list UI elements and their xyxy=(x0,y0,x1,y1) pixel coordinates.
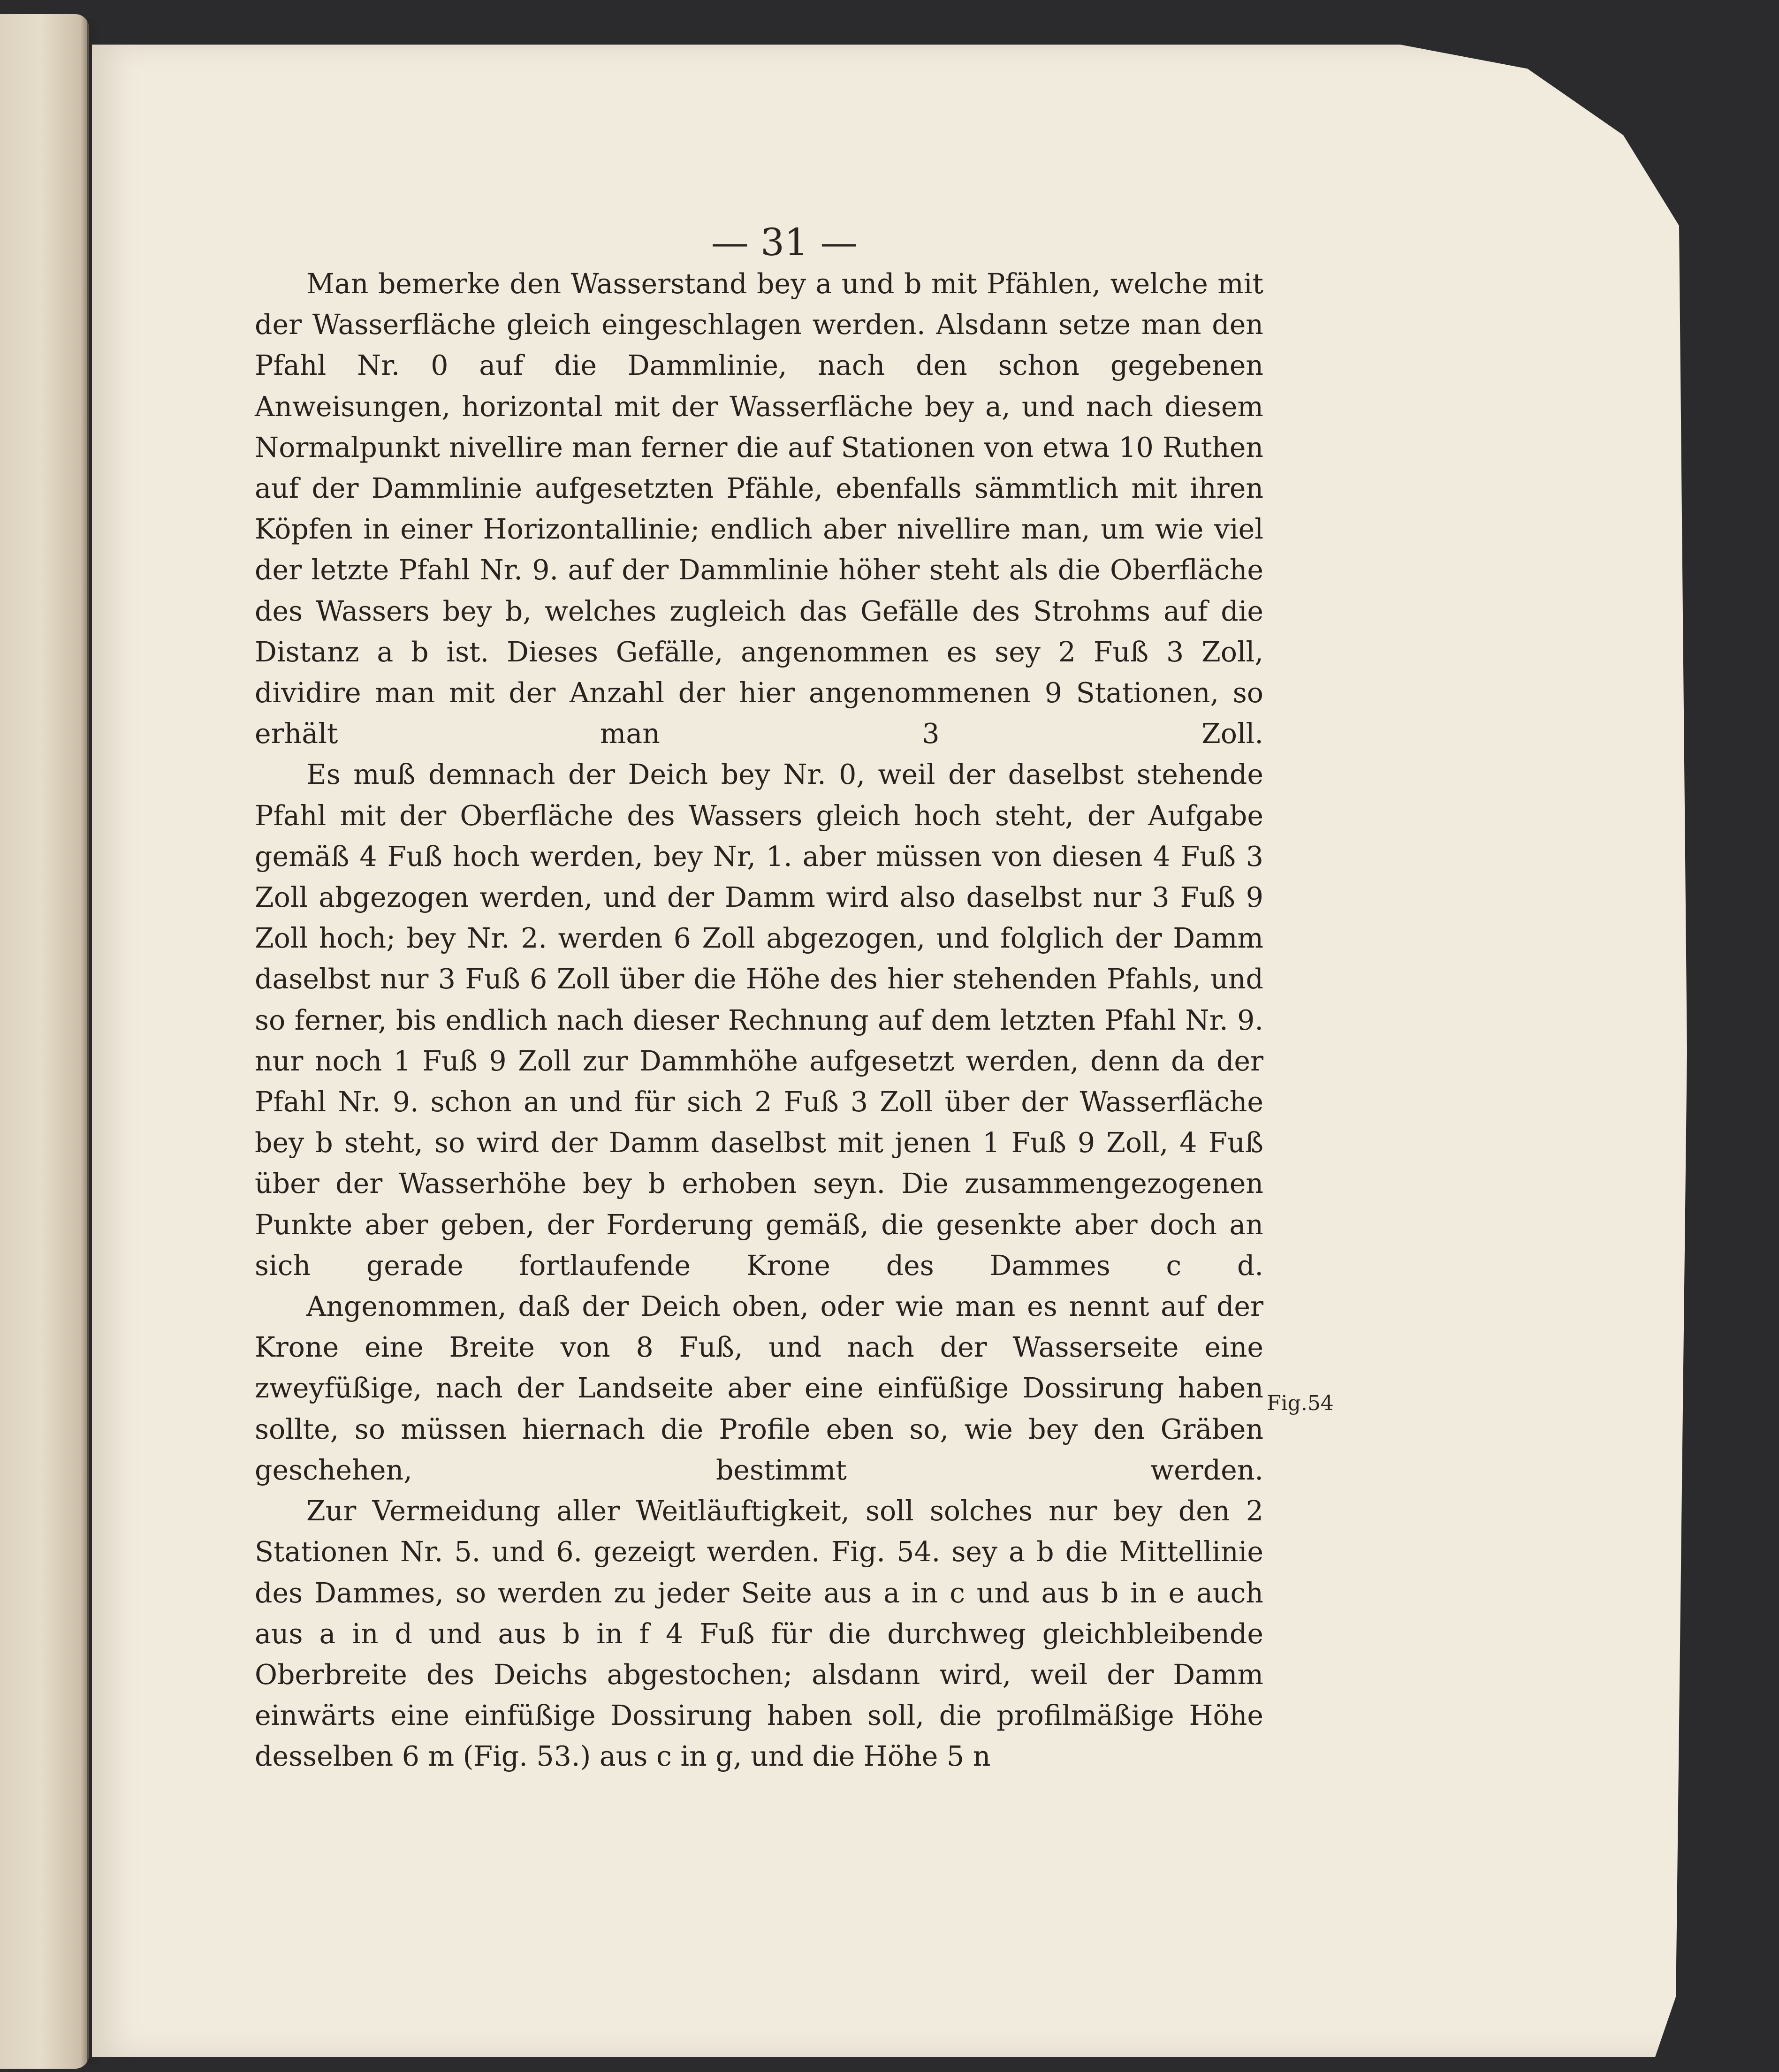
margin-note-figure-ref: Fig.54 xyxy=(1267,1391,1334,1415)
body-text xyxy=(255,264,1263,1777)
paragraph-1: Man bemerke den Wasserstand bey a und b mit Pfählen, welche mit der Wasserfläche gleich eingeschlagen werden. Alsdann setze man den Pfahl Nr. 0 auf die Dammlinie, nach den schon gegebenen Anweisungen, horizontal mit der Wasserfläche bey a, und nach diesem Normalpunkt nivellire man ferner die auf Stationen von etwa 10 Ruthen auf der Dammlinie aufgesetzten Pfähle, ebenfalls sämmtlich mit ihren Köpfen in einer Horizontallinie; endlich aber nivellire man, um wie viel der letzte Pfahl Nr. 9. auf der Dammlinie höher steht als die Oberfläche des Wassers bey b, welches zugleich das Gefälle des Strohms auf die Distanz a b ist. Dieses Gefälle, angenommen es sey 2 Fuß 3 Zoll, dividire man mit der Anzahl der hier angenommenen 9 Stationen, so erhält man 3 Zoll. xyxy=(255,268,1263,750)
page-number: — 31 — xyxy=(711,220,858,264)
paragraph-4: Zur Vermeidung aller Weitläuftigkeit, soll solches nur bey den 2 Stationen Nr. 5. und 6. gezeigt werden. Fig. 54. sey a b die Mittellinie des Dammes, so werden zu jeder Seite aus a in c und aus b in e auch aus a in d und aus b in f 4 Fuß für die durchweg gleichbleibende Oberbreite des Deichs abgestochen; alsdann wird, weil der Damm einwärts eine einfüßige Dossirung haben soll, die profilmäßige Höhe desselben 6 m (Fig. 53.) aus c in g, und die Höhe 5 n xyxy=(255,1495,1263,1773)
paragraph-2: Es muß demnach der Deich bey Nr. 0, weil der daselbst stehende Pfahl mit der Oberfläche des Wassers gleich hoch steht, der Aufgabe gemäß 4 Fuß hoch werden, bey Nr, 1. aber müssen von diesen 4 Fuß 3 Zoll abgezogen werden, und der Damm wird also daselbst nur 3 Fuß 9 Zoll hoch; bey Nr. 2. werden 6 Zoll abgezogen, und folglich der Damm daselbst nur 3 Fuß 6 Zoll über die Höhe des hier stehenden Pfahls, und so ferner, bis endlich nach dieser Rechnung auf dem letzten Pfahl Nr. 9. nur noch 1 Fuß 9 Zoll zur Dammhöhe aufgesetzt werden, denn da der Pfahl Nr. 9. schon an und für sich 2 Fuß 3 Zoll über der Wasserfläche bey b steht, so wird der Damm daselbst mit jenen 1 Fuß 9 Zoll, 4 Fuß über der Wasserhöhe bey b erhoben seyn. Die zusammengezogenen Punkte aber geben, der Forderung gemäß, die gesenkte aber doch an sich gerade fortlaufende Krone des Dammes c d. xyxy=(255,759,1263,1282)
left-page-edge xyxy=(0,14,89,2069)
paragraph-3: Angenommen, daß der Deich oben, oder wie man es nennt auf der Krone eine Breite von 8 Fuß, und nach der Wasserseite eine zweyfüßige, nach der Landseite aber eine einfüßige Dossirung haben sollte, so müssen hiernach die Profile eben so, wie bey den Gräben geschehen, bestimmt werden. xyxy=(255,1290,1263,1486)
